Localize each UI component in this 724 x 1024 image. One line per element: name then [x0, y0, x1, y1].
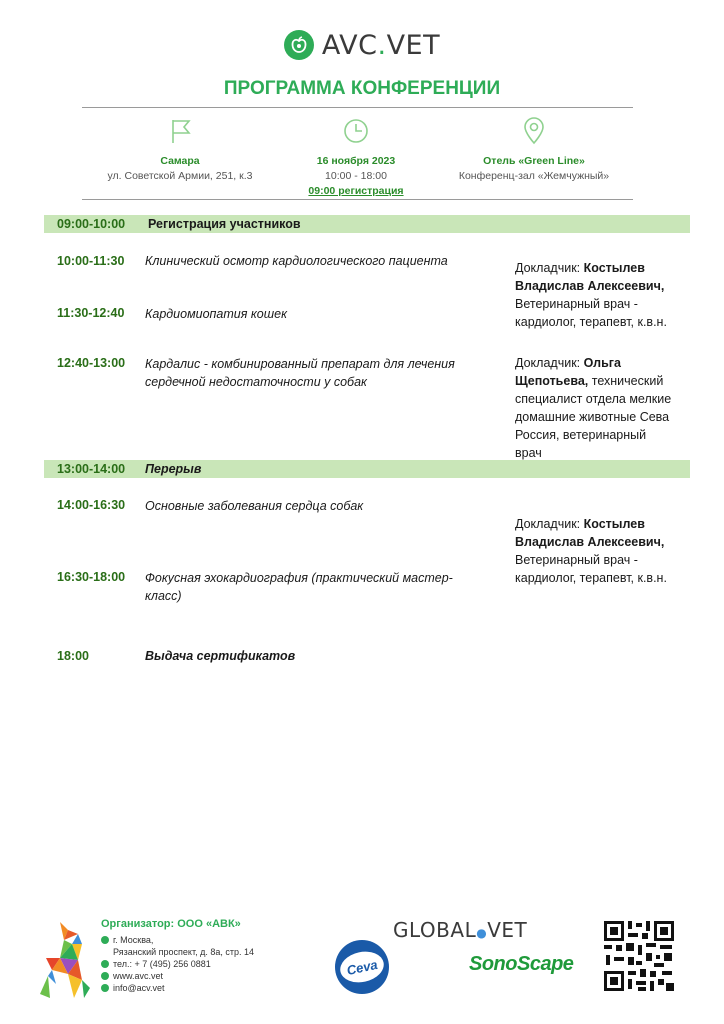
- email-link[interactable]: info@acv.vet: [113, 983, 165, 993]
- time-session-3: 12:40-13:00: [57, 356, 126, 370]
- divider-bottom: [82, 199, 633, 200]
- topic-session-1: Клинический осмотр кардиологического пациента: [145, 254, 448, 268]
- speaker-1: Докладчик: Костылев Владислав Алексеевич, Ветеринарный врач - кардиолог, терапевт, к.в.н.: [515, 261, 667, 329]
- map-pin-icon: [519, 116, 549, 146]
- venue-hotel: Отель «Green Line»: [483, 155, 585, 167]
- location-city: Самара: [160, 155, 200, 167]
- organizer-title: Организатор: ООО «АВК»: [101, 918, 241, 930]
- speaker-3: Докладчик: Костылев Владислав Алексеевич, Ветеринарный врач - кардиолог, терапевт, к.в.н.: [515, 517, 667, 585]
- topic-session-3: Кардалис - комбинированный препарат для лечения сердечной недостаточности у собак: [145, 357, 455, 389]
- time-session-6: 18:00: [57, 649, 89, 663]
- divider-top: [82, 107, 633, 108]
- date-day: 16 ноября 2023: [316, 155, 396, 167]
- date-registration: 09:00 регистрация: [308, 185, 404, 197]
- info-venue: [434, 116, 634, 184]
- apple-logo-icon: [284, 30, 314, 60]
- time-session-4: 14:00-16:30: [57, 498, 126, 512]
- band-registration: [44, 215, 690, 233]
- info-date: [256, 116, 456, 199]
- ceva-logo: [335, 940, 389, 994]
- globalvet-logo: GLOBAL●VET: [393, 918, 528, 942]
- topic-session-4: Основные заболевания сердца собак: [145, 499, 364, 513]
- time-registration: 09:00-10:00: [57, 217, 126, 231]
- site-link[interactable]: www.avc.vet: [113, 971, 164, 981]
- speaker-2: Докладчик: Ольга Щепотьева, технический специалист отдела мелкие домашние животные Сева Россия, ветеринарный врач: [515, 356, 672, 460]
- band-break: [44, 460, 690, 478]
- time-session-2: 11:30-12:40: [57, 306, 125, 320]
- flag-icon: [165, 116, 195, 146]
- qr-code-icon: [602, 919, 676, 993]
- date-hours: 10:00 - 18:00: [325, 170, 387, 182]
- venue-hall: Конференц-зал «Жемчужный»: [458, 170, 610, 182]
- topic-session-5: Фокусная эхокардиография (практический мастер- класс): [145, 571, 453, 603]
- ceva-logo-text: Ceva: [345, 956, 379, 978]
- time-session-5: 16:30-18:00: [57, 570, 126, 584]
- mail-icon: [101, 984, 109, 992]
- time-session-1: 10:00-11:30: [57, 254, 125, 268]
- sonoscape-logo: SonoScape: [469, 953, 574, 975]
- topic-session-2: Кардиомиопатия кошек: [145, 307, 287, 321]
- page-title: ПРОГРАММА КОНФЕРЕНЦИИ: [223, 78, 501, 99]
- location-address: ул. Советской Армии, 251, к.3: [107, 170, 253, 182]
- topic-break: Перерыв: [145, 462, 202, 476]
- avc-vet-logo: [0, 28, 724, 62]
- topic-session-6: Выдача сертификатов: [145, 649, 296, 663]
- globe-icon: [101, 972, 109, 980]
- logo-text: AVC.VET: [321, 29, 441, 61]
- origami-horse-icon: [38, 918, 94, 1000]
- time-break: 13:00-14:00: [57, 462, 126, 476]
- info-location: [80, 116, 280, 184]
- topic-registration: Регистрация участников: [148, 217, 301, 231]
- phone-icon: [101, 960, 109, 968]
- clock-icon: [341, 116, 371, 146]
- organizer-contacts: г. Москва, Рязанский проспект, д. 8а, стр. 14 тел.: + 7 (495) 256 0881 www.avc.vet info@acv.vet: [101, 934, 254, 994]
- location-icon: [101, 936, 109, 944]
